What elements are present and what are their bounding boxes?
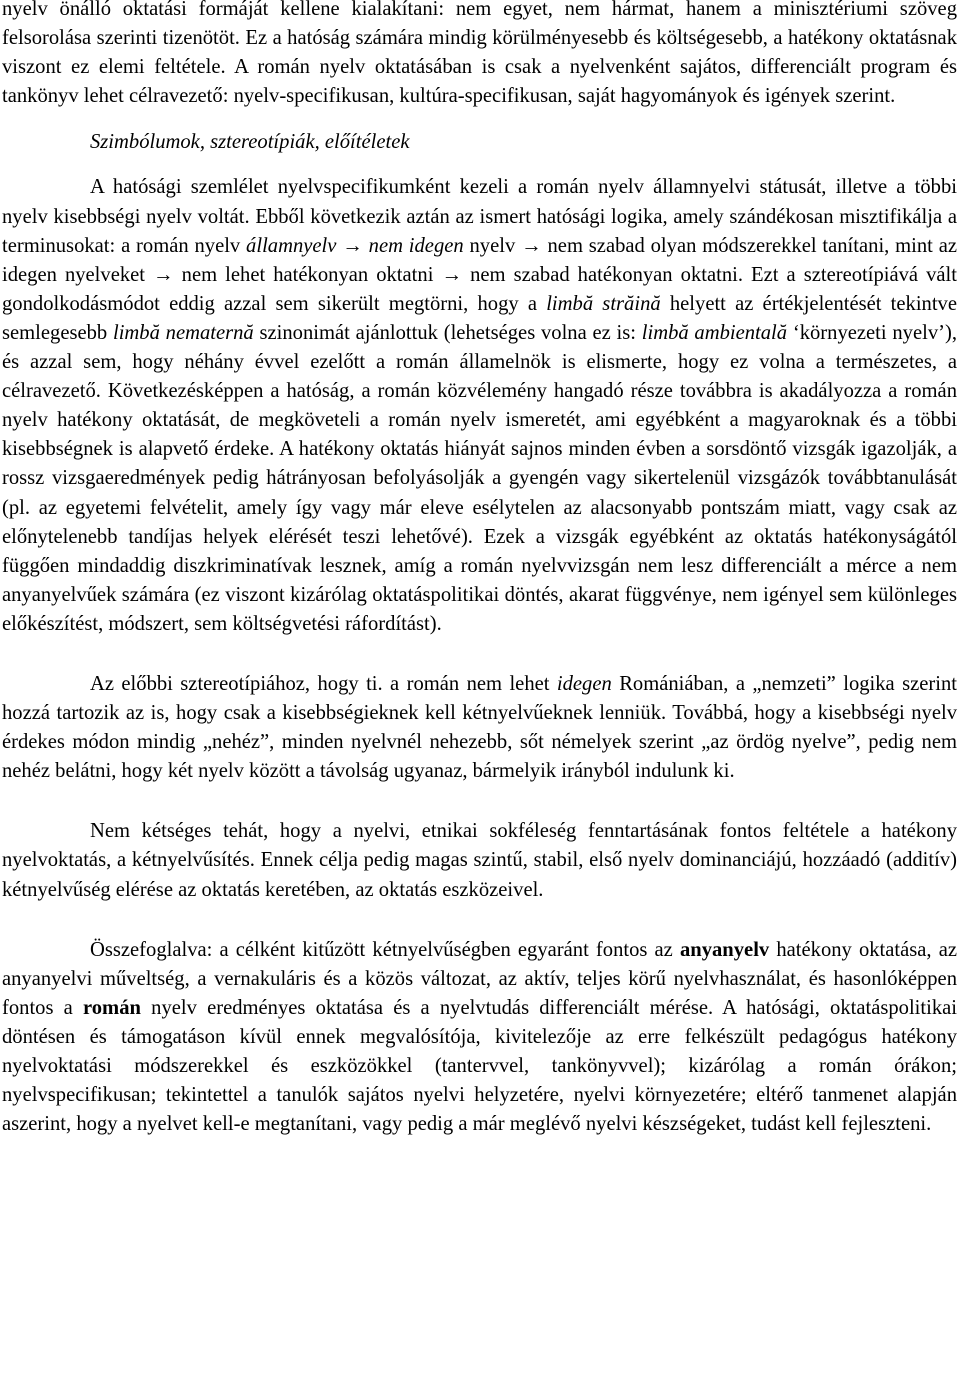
- paragraph-text: Nem kétséges tehát, hogy a nyelvi, etnikai sokféleség fenntartásának fontos feltétele a hatékony nyelvoktatás, a kétnyelvűsítés. Ennek célja pedig magas szintű, stabil, első nyelv dominanciájú, hozzáadó (additív) kétnyelvűség elérése az oktatás keretében, az oktatás eszközeivel.: [2, 820, 957, 901]
- italic-term: limbă ambientală: [641, 321, 788, 344]
- italic-term: államnyelv: [246, 234, 337, 257]
- paragraph-text: nyelv önálló oktatási formáját kellene kialakítani: nem egyet, nem hármat, hanem a minisztériumi szöveg felsorolása szerinti tizenötöt. Ez a hatóság számára mindig körülményesebb és költségesebb, a hatékony oktatásnak viszont ez elemi feltétele. A román nyelv oktatásában is csak a nyelvenként sajátos, differenciált program és tankönyv lehet célravezető: nyelv-specifikusan, kultúra-specifikusan, saját hagyományok és igények szerint.: [2, 0, 957, 108]
- italic-term: limbă străină: [546, 292, 661, 315]
- paragraph-text: nyelv eredményes oktatása és a nyelvtudás differenciált mérése. A hatósági, oktatáspolitikai döntésen és támogatáson kívül ennek megvalósítója, kivitelezője az erre felkészült pedagógus hatékony nyelvoktatási módszerekkel és eszközökkel (tantervvel, tankönyvvel); kizárólag a román órákon; nyelvspecifikusan; tekintettel a tanulók sajátos nyelvi helyzetére, nyelvi környezetére; eltérő tanmenet alapján aszerint, hogy a nyelvet kell-e megtanítani, vagy pedig a már meglévő nyelvi készségeket, tudást kell fejleszteni.: [2, 996, 958, 1136]
- paragraph-text: Összefoglalva: a célként kitűzött kétnyelvűségben egyaránt fontos az: [90, 938, 680, 961]
- section-title-text: Szimbólumok, sztereotípiák, előítéletek: [90, 131, 410, 154]
- italic-term: nem idegen: [368, 234, 464, 257]
- italic-term: limbă nematernă: [112, 321, 254, 344]
- paragraph-text: nyelv → nem szabad olyan módszerekkel tanítani, mint az idegen nyelveket → nem lehet hatékonyan oktatni → nem szabad hatékonyan oktatni. Ezt a sztereotípiává vált gondolkodásmódot eddig azzal sem sikerült megtörni, hogy a: [2, 234, 958, 315]
- paragraph-summary: [2, 936, 957, 1140]
- bold-term: román: [82, 996, 141, 1019]
- paragraph-text: A hatósági szemlélet nyelvspecifikumként kezeli a román nyelv államnyelvi státusát, illetve a többi nyelv kisebbségi nyelv voltát. Ebből következik aztán az ismert hatósági logika, amely szándékosan misztifikálja a terminusokat: a román nyelv: [2, 176, 957, 257]
- paragraph-text: szinonimát ajánlottuk (lehetséges volna ez is:: [253, 321, 642, 344]
- paragraph-continued: [2, 0, 957, 111]
- paragraph-text: Romániában, a „nemzeti” logika szerint hozzá tartozik az is, hogy csak a kisebbségieknek kell kétnyelvűeknek lenniük. Továbbá, hogy a kisebbségi nyelv érdekes módon mindig „nehéz”, minden nyelvnél nehezebb, sőt némelyek szerint „az ördög nyelve”, pedig nem nehéz belátni, hogy két nyelv között a távolság ugyanaz, bármelyik irányból indulunk ki.: [2, 672, 957, 783]
- paragraph-text: Az előbbi sztereotípiához, hogy ti. a román nem lehet: [90, 672, 557, 695]
- paragraph-diversity: [2, 817, 957, 904]
- paragraph-bilingualism: [2, 670, 957, 786]
- paragraph-text: ‘környezeti nyelv’), és azzal sem, hogy néhány évvel ezelőtt a román államelnök is elismerte, hogy ez volna a természetes, a célravezető. Következésképpen a hatóság, a román közvélemény hangadó része továbbra is akadályozza a román nyelv hatékony oktatását, de megköveteli a román nyelv ismeretét, ami egyébként a magyaroknak és a többi kisebbségnek is alapvető érdeke. A hatékony oktatás hiányát sajnos minden évben a sorsdöntő vizsgák igazolják, a rossz vizsgaeredmények pedig hátrányosan befolyásolják a gyengén vagy sikertelenül vizsgázók továbbtanulását (pl. az egyetemi felvételit, amely így vagy már eleve esélytelen az alacsonyabb pontszám miatt, vagy csak az előnytelenebb tandíjas helyek elérését teszi lehetővé). Ezek a vizsgák egyébként az oktatás hatékonyságától függően mindaddig diszkriminatívak lesznek, amíg a román nyelvvizsgán nem lesz differenciált a mérce a nem anyanyelvűek számára (ez viszont kizárólag oktatáspolitikai döntés, akarat függvénye, nem igényel sem különleges előkészítést, módszert, sem költségvetési ráfordítást).: [2, 321, 957, 635]
- bold-term: anyanyelv: [679, 938, 770, 961]
- italic-term: idegen: [556, 672, 612, 695]
- paragraph-text: helyett az értékjelentését tekintve semlegesebb: [2, 292, 957, 344]
- section-title: [2, 128, 957, 157]
- paragraph-text: →: [336, 234, 369, 257]
- paragraph-stereotypes: [2, 173, 957, 639]
- paragraph-text: hatékony oktatása, az anyanyelvi műveltség, a vernakuláris és a közös változat, az aktív, teljes körű nyelvhasználat, és hasonlóképpen fontos a: [2, 938, 957, 1019]
